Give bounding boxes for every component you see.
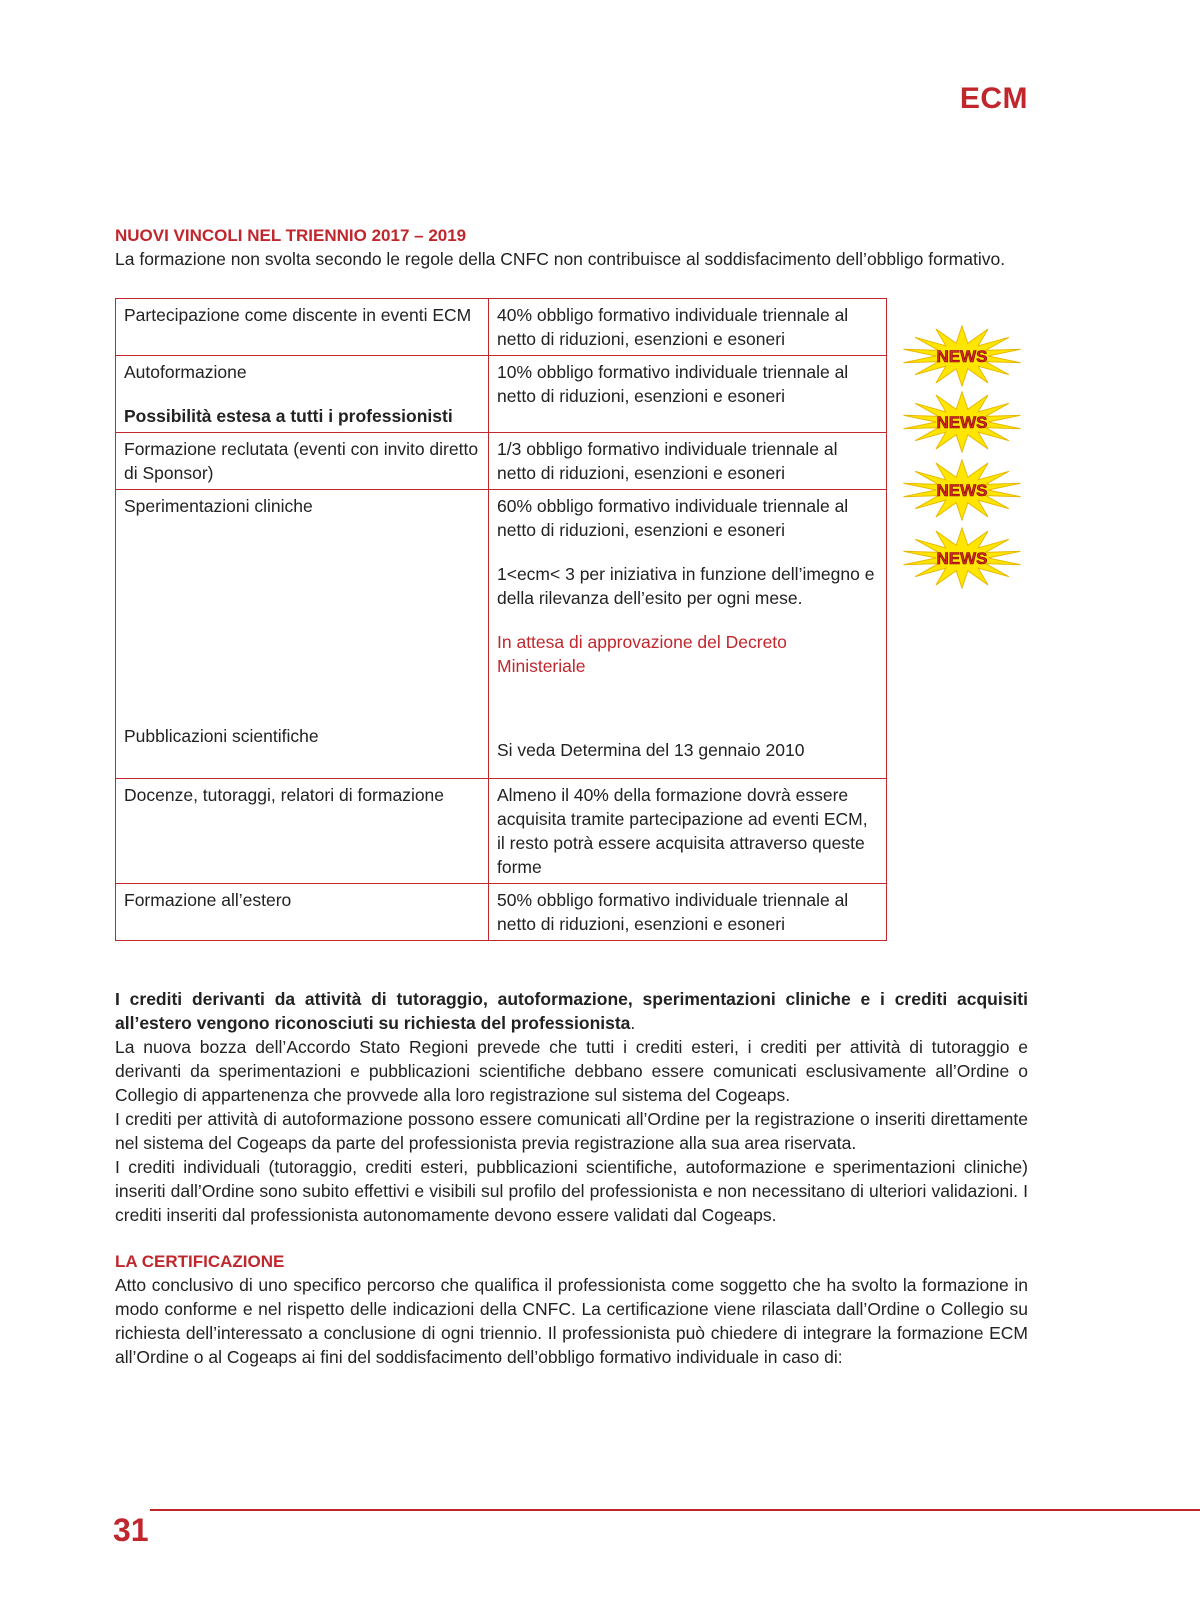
news-label: NEWS — [936, 481, 988, 500]
table-cell-activity — [116, 299, 489, 356]
page-number: 31 — [113, 1512, 149, 1548]
cell-text: Si veda Determina del 13 gennaio 2010 — [497, 740, 805, 760]
cell-text: Autoformazione — [124, 362, 247, 382]
table-cell-rule — [489, 734, 887, 779]
cell-text: 10% obbligo formativo individuale triennale al netto di riduzioni, esenzioni e esoneri — [497, 362, 849, 406]
news-label: NEWS — [936, 413, 988, 432]
section-header-title: ECM — [959, 82, 1028, 115]
certification-paragraph: Atto conclusivo di uno specifico percorso che qualifica il professionista come soggetto che ha svolto la formazione in modo conforme e nel rispetto delle indicazioni della CNFC. La certificazione viene rilasciata dall’Ordine o Collegio su richiesta dell’interessato a conclusione di ogni triennio. Il professionista può chiedere di integrare la formazione ECM all’Ordine o al Cogeaps ai fini del soddisfacimento dell’obbligo formativo individuale in caso di: — [115, 1275, 1028, 1367]
table-cell-activity — [116, 356, 489, 433]
table-row — [116, 356, 887, 433]
table-cell-rule — [489, 884, 887, 941]
cell-text: Formazione reclutata (eventi con invito diretto di Sponsor) — [124, 439, 479, 483]
news-badge — [900, 325, 1025, 387]
cell-text: 60% obbligo formativo individuale triennale al netto di riduzioni, esenzioni e esoneri — [497, 496, 849, 540]
starburst-icon — [900, 459, 1025, 521]
table-cell-rule — [489, 433, 887, 490]
cell-text: Partecipazione come discente in eventi ECM — [124, 305, 472, 325]
cell-text: Sperimentazioni cliniche — [124, 496, 313, 516]
page-content — [115, 225, 1028, 1369]
cell-text: Formazione all’estero — [124, 890, 292, 910]
table-cell-rule — [489, 490, 887, 735]
table-cell-activity — [116, 433, 489, 490]
news-badge — [900, 527, 1025, 589]
table-cell-activity — [116, 884, 489, 941]
cell-text: Almeno il 40% della formazione dovrà essere acquisita tramite partecipazione ad eventi ECM, il resto potrà essere acquisita attraverso queste forme — [497, 785, 868, 877]
table-cell-rule — [489, 356, 887, 433]
selftraining-paragraph: I crediti per attività di autoformazione possono essere comunicati all’Ordine per la registrazione o inseriti direttamente nel sistema del Cogeaps da parte del professionista previa registrazione alla sua area riservata. — [115, 1109, 1028, 1153]
cell-text: 1<ecm< 3 per iniziativa in funzione dell’imegno e della rilevanza dell’esito per ogni mese. — [497, 564, 875, 608]
credits-end: . — [630, 1013, 636, 1033]
agreement-paragraph: La nuova bozza dell’Accordo Stato Regioni prevede che tutti i crediti esteri, i crediti per attività di tutoraggio e derivanti da sperimentazioni e pubblicazioni scientifiche debbano essere comunicati esclusivamente all’Ordine o Collegio di appartenenza che provvede alla loro registrazione sul sistema del Cogeaps. — [115, 1037, 1028, 1105]
cell-text-bold: Possibilità estesa a tutti i professionisti — [124, 406, 453, 426]
news-badge — [900, 391, 1025, 453]
table-cell-rule — [489, 779, 887, 884]
section-title-certificazione: LA CERTIFICAZIONE — [115, 1252, 285, 1271]
footer-rule — [150, 1509, 1200, 1511]
starburst-icon — [900, 527, 1025, 589]
table-row — [116, 779, 887, 884]
section-title-nuovi-vincoli: NUOVI VINCOLI NEL TRIENNIO 2017 – 2019 — [115, 226, 467, 245]
intro-paragraph: La formazione non svolta secondo le regole della CNFC non contribuisce al soddisfacimento dell’obbligo formativo. — [115, 249, 1006, 269]
table-row — [116, 433, 887, 490]
news-label: NEWS — [936, 347, 988, 366]
table-cell-rule — [489, 299, 887, 356]
table-row — [116, 490, 887, 735]
individual-credits-paragraph: I crediti individuali (tutoraggio, crediti esteri, pubblicazioni scientifiche, autoformazione e sperimentazioni cliniche) inseriti dall’Ordine sono subito effettivi e visibili sul profilo del professionista e non necessitano di ulteriori validazioni. I crediti inseriti dal professionista autonomamente devono essere validati dal Cogeaps. — [115, 1157, 1028, 1225]
cell-text: Pubblicazioni scientifiche — [124, 726, 319, 746]
credits-paragraph — [115, 987, 1028, 1035]
news-label: NEWS — [936, 549, 988, 568]
starburst-icon — [900, 391, 1025, 453]
starburst-icon — [900, 325, 1025, 387]
news-badge — [900, 459, 1025, 521]
table-row — [116, 884, 887, 941]
cell-text-pending: In attesa di approvazione del Decreto Ministeriale — [497, 632, 787, 676]
table-cell-activity-merged — [116, 490, 489, 779]
rules-table — [115, 298, 887, 941]
cell-text: 50% obbligo formativo individuale triennale al netto di riduzioni, esenzioni e esoneri — [497, 890, 849, 934]
cell-text: 1/3 obbligo formativo individuale triennale al netto di riduzioni, esenzioni e esoneri — [497, 439, 838, 483]
credits-bold-text: I crediti derivanti da attività di tutoraggio, autoformazione, sperimentazioni cliniche e i crediti acquisiti all’estero vengono riconosciuti su richiesta del professionista — [115, 989, 1028, 1033]
table-cell-activity — [116, 779, 489, 884]
cell-text: 40% obbligo formativo individuale triennale al netto di riduzioni, esenzioni e esoneri — [497, 305, 849, 349]
cell-text: Docenze, tutoraggi, relatori di formazione — [124, 785, 445, 805]
table-row — [116, 299, 887, 356]
